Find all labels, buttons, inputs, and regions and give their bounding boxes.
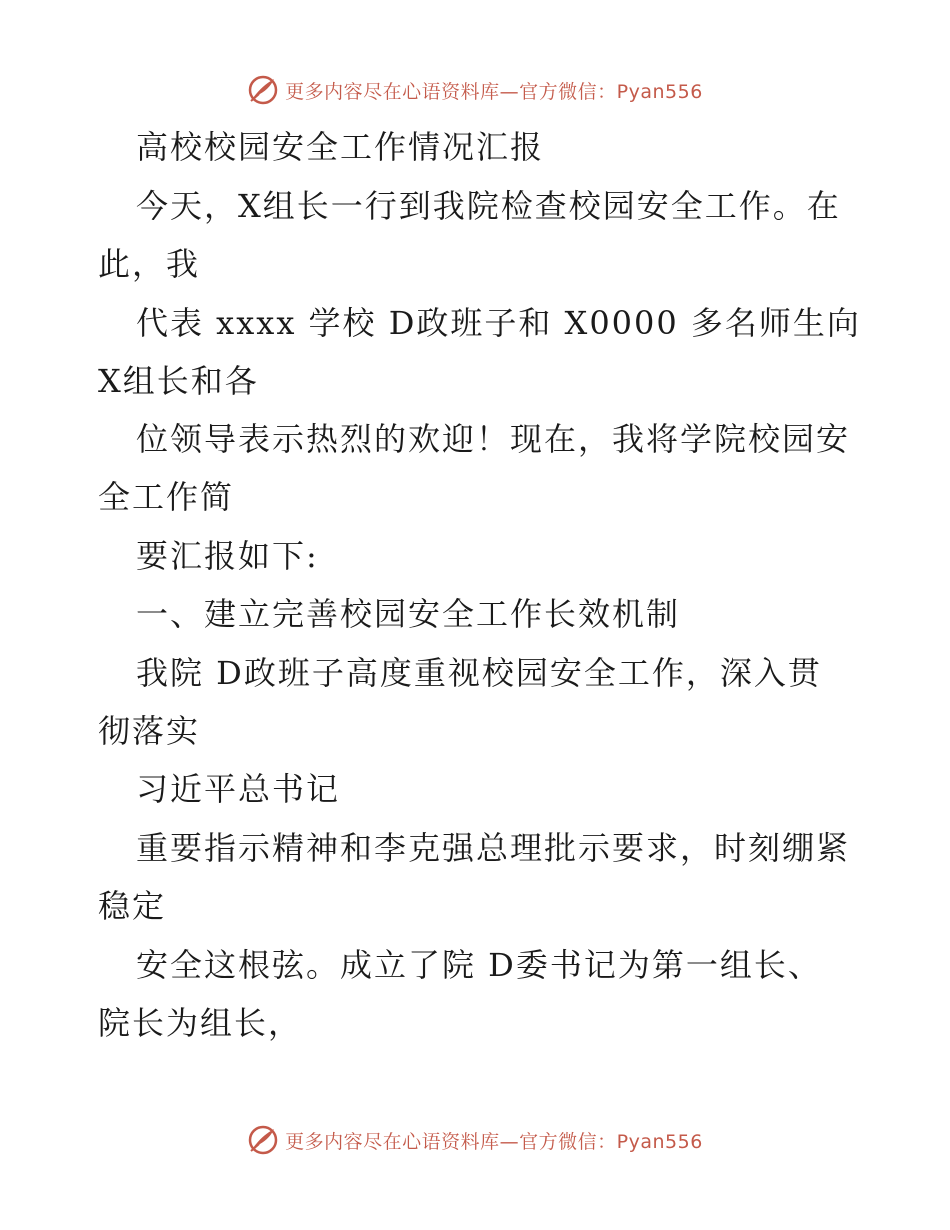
paragraph-line: 代表 xxxx 学校 D政班子和 X0000 多名师生向 bbox=[136, 304, 861, 342]
watermark-banner-top bbox=[0, 70, 950, 110]
paragraph-line: 安全这根弦。成立了院 D委书记为第一组长、 bbox=[136, 946, 822, 984]
paragraph-line: 全工作简 bbox=[98, 478, 235, 516]
paragraph-line: 今天，X组长一行到我院检查校园安全工作。在 bbox=[136, 187, 841, 225]
document-title: 高校校园安全工作情况汇报 bbox=[136, 128, 545, 166]
paragraph-line: 稳定 bbox=[98, 887, 167, 925]
paragraph-line: X组长和各 bbox=[98, 362, 259, 400]
watermark-text: 更多内容尽在心语资料库—官方微信：Pyan556 bbox=[285, 80, 703, 103]
watermark-text: 更多内容尽在心语资料库—官方微信：Pyan556 bbox=[285, 1130, 703, 1153]
feather-quill-logo-icon bbox=[247, 74, 279, 106]
feather-quill-logo-icon bbox=[247, 1124, 279, 1156]
paragraph-line: 此，我 bbox=[98, 245, 201, 283]
watermark-banner-bottom bbox=[0, 1120, 950, 1160]
paragraph-line: 我院 D政班子高度重视校园安全工作，深入贯 bbox=[136, 654, 822, 692]
section-heading: 一、建立完善校园安全工作长效机制 bbox=[136, 595, 681, 633]
paragraph-line: 重要指示精神和李克强总理批示要求，时刻绷紧 bbox=[136, 829, 851, 867]
paragraph-line: 彻落实 bbox=[98, 712, 201, 750]
paragraph-line: 习近平总书记 bbox=[136, 770, 341, 808]
paragraph-line: 位领导表示热烈的欢迎！现在，我将学院校园安 bbox=[136, 420, 851, 458]
paragraph-line: 院长为组长， bbox=[98, 1004, 303, 1042]
paragraph-line: 要汇报如下: bbox=[136, 537, 319, 575]
